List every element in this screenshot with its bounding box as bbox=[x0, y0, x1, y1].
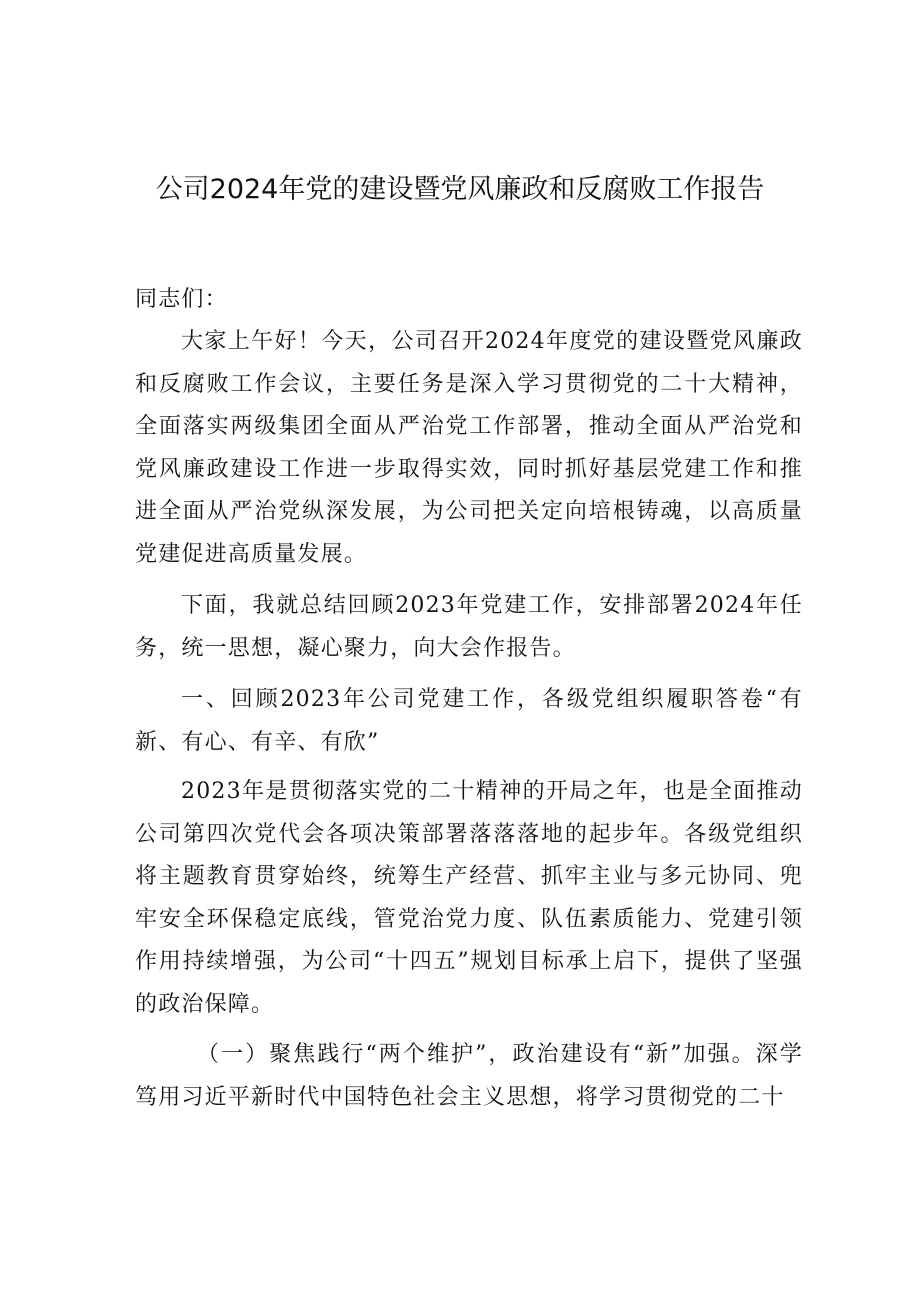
section-heading-1: 一、回顾2023年公司党建工作，各级党组织履职答卷“有新、有心、有辛、有欣” bbox=[135, 687, 803, 755]
subsection-heading-1: （一）聚焦践行“两个维护”，政治建设有“新”加强。深学笃用习近平新时代中国特色社会主义思想，将学习贯彻党的二十 bbox=[135, 1042, 803, 1110]
salutation: 同志们： bbox=[135, 287, 228, 312]
paragraph-opening: 大家上午好！今天，公司召开2024年度党的建设暨党风廉政和反腐败工作会议，主要任务是深入学习贯彻党的二十大精神，全面落实两级集团全面从严治党工作部署，推动全面从严治党和党风廉政建设工作进一步取得实效，同时抓好基层党建工作和推进全面从严治党纵深发展，为公司把关定向培根铸魂，以高质量党建促进高质量发展。 bbox=[135, 329, 803, 567]
paragraph-2023-review: 2023年是贯彻落实党的二十精神的开局之年，也是全面推动公司第四次党代会各项决策部署落落落地的起步年。各级党组织将主题教育贯穿始终，统筹生产经营、抓牢主业与多元协同、兜牢安全环保稳定底线，管党治党力度、队伍素质能力、党建引领作用持续增强，为公司“十四五”规划目标承上启下，提供了坚强的政治保障。 bbox=[135, 779, 803, 1017]
paragraph-outline: 下面，我就总结回顾2023年党建工作，安排部署2024年任务，统一思想，凝心聚力，向大会作报告。 bbox=[135, 593, 803, 661]
document-title: 公司2024年党的建设暨党风廉政和反腐败工作报告 bbox=[155, 174, 765, 205]
